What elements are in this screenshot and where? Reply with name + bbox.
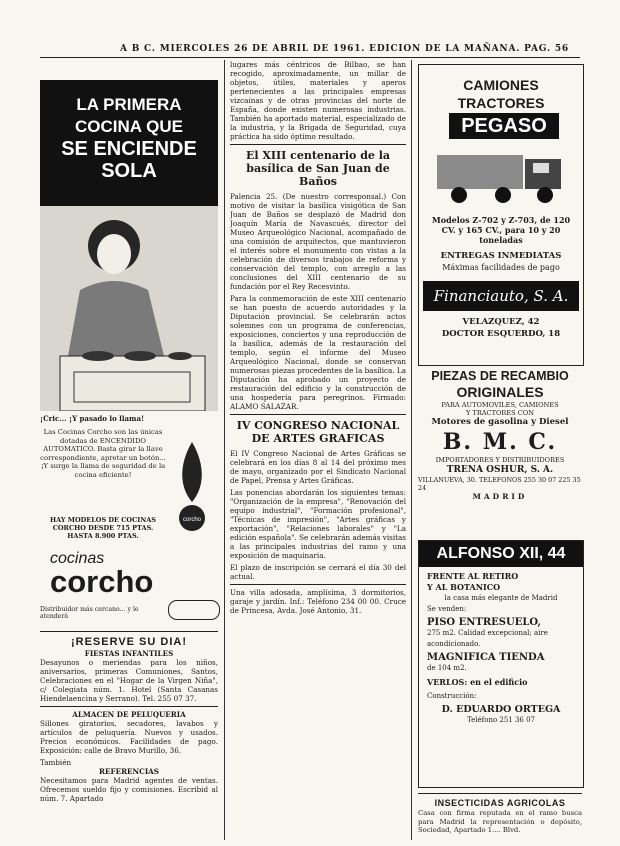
alfonso-p1d: 275 m2. Calidad excepcional; aire acondicionado.: [427, 629, 548, 648]
alfonso-ad: [418, 540, 584, 788]
pegaso-finance: Financiauto, S. A.: [423, 281, 579, 311]
corcho-caption: ¡Cric... ¡Y pasado lo llama!: [40, 414, 145, 423]
bmc-phone1: 255 30 07: [523, 476, 557, 484]
alfonso-l2: Y AL BOTANICO: [427, 582, 501, 592]
article2-body-2: Las ponencias abordarán los siguientes temas: "Organización de la empresa", "Renovación del equipo industrial", "Formación profesional", "Técnicas de impresión", "Artes gráficas y exportación", "Relaciones laborales" y "La edición española". Se celebrarán además visitas a las principales industrias del ramo y una exposición de maquinaria.: [230, 488, 406, 560]
bmc-t1: PIEZAS DE RECAMBIO: [431, 369, 569, 383]
alfonso-p1: PISO ENTRESUELO,: [427, 617, 541, 628]
pegaso-t2: TRACTORES: [457, 95, 545, 111]
rule-1: [40, 631, 218, 632]
flame-logo: [166, 436, 218, 536]
pegaso-addr1: VELAZQUEZ, 42: [462, 317, 540, 327]
bmc-address-line: [418, 476, 582, 492]
alfonso-l3: la casa más elegante de Madrid: [444, 594, 558, 602]
block3-body: Necesitamos para Madrid agentes de ventas. Ofrecemos sueldo fijo y comisiones. Escribid al núm. 7. Apartado: [40, 776, 218, 803]
alfonso-title: ALFONSO XII, 44: [419, 541, 583, 567]
svg-text:corcho: corcho: [182, 517, 202, 523]
bmc-city: MADRID: [472, 492, 528, 501]
alfonso-l4: Se venden:: [427, 605, 467, 613]
bmc-sub1: PARA AUTOMOVILES, CAMIONES: [441, 401, 559, 409]
corcho-ad: [40, 66, 218, 626]
insecticidas-body: Casa con firma reputada en el ramo busca para Madrid la representación o depósito, Sociedad, Apartado 1.... Blvd.: [418, 809, 582, 834]
column-rule-right: [411, 60, 412, 840]
bmc-sub3: Motores de gasolina y Diesel: [431, 417, 569, 427]
reserve-body: Desayunos o meriendas para los niños, aniversarios, primeras Comuniones, Santos, Celebraciones en el "Hogar de la Virgen Niña", c/ Colegiata núm. 1. Hotel (Santa Casanas Hiendelaencina y Serrano). Tel. 255 07 37.: [40, 658, 218, 703]
truck-illustration: [433, 145, 573, 207]
article1-title: El XIII centenario de la basílica de San Juan de Baños: [245, 149, 391, 188]
article2-body: El IV Congreso Nacional de Artes Gráficas se celebrará en los días 8 al 14 del próximo mes de mayo, organizado por el Sindicato Nacional de Papel, Prensa y Artes Gráficas.: [230, 449, 406, 485]
corcho-footer: Distribuidor más cercano... y le atenderá: [40, 606, 139, 620]
block2-extra: También: [40, 758, 72, 767]
pegaso-delivery: ENTREGAS INMEDIATAS: [440, 251, 562, 261]
bmc-company: TRENA OSHUR, S. A.: [446, 465, 554, 475]
corcho-body: Las Cocinas Corcho son las únicas dotadas de ENCENDIDO AUTOMATICO. Basta girar la llave correspondiente, apretar un botón... ¡Y surge la llama de seguridad de la cocina eficiente!: [40, 428, 166, 479]
alfonso-p6: Teléfono 251 36 07: [466, 716, 536, 724]
reserve-subtitle: FIESTAS INFANTILES: [84, 649, 174, 658]
bmc-phone2: 225 35 24: [418, 476, 581, 492]
middle-column: [230, 60, 406, 840]
alfonso-p2: MAGNIFICA TIENDA: [427, 652, 545, 663]
bmc-ad: [418, 368, 582, 536]
article2-body-3: El plazo de inscripción se cerrará el día 30 del actual.: [230, 563, 406, 581]
pegaso-facilities: Máximas facilidades de pago: [442, 263, 560, 272]
pegaso-ad: [418, 64, 584, 366]
insecticidas-title: INSECTICIDAS AGRICOLAS: [434, 798, 566, 808]
pegaso-brand: PEGASO: [449, 113, 559, 139]
rule-4: [230, 414, 406, 415]
article1-body: Palencia 25. (De nuestro corresponsal.) Con motivo de visitar la basílica visigótica de San Juan de Baños se desplazó de Madrid don Joaquín María de Navascués, director del Museo Arqueológico Nacional, acompañado de una comisión de arquitectos, que mantuvieron el interés sobre el monumento con vistas a la celebración de diversos trabajos de reforma y conservación del templo, con arreglo a las conclusiones del XIII centenario de su fundación por el Rey Recesvinto.: [230, 192, 406, 291]
corcho-headline-2: COCINA QUE: [75, 117, 183, 136]
corcho-brand-small: cocinas: [50, 550, 105, 567]
corcho-brand: corcho: [50, 564, 154, 599]
alfonso-p2d: de 104 m2.: [427, 664, 467, 672]
block2-title: ALMACEN DE PELUQUERIA: [72, 710, 186, 719]
page-header: A B C. MIERCOLES 26 DE ABRIL DE 1961. EDICION DE LA MAÑANA. PAG. 56: [120, 44, 569, 54]
article1-body-2: Para la conmemoración de este XIII centenario se han puesto de acuerdo autoridades y la Diputación provincial. Se celebrarán actos solemnes con un programa de conferencias, exposiciones, conciertos y una reproducción de la basílica, además de la restauración del templo, según el informe del Museo Arqueológico Nacional, donde se conservan numerosas piezas procedentes de la basílica. La Diputación ha aprobado un proyecto de restauración del edificio y la construcción de una hospedería para peregrinos. Firmado: ALAMO SALAZAR.: [230, 294, 406, 411]
alfonso-l1: FRENTE AL RETIRO: [427, 571, 519, 581]
article2-title: IV CONGRESO NACIONAL DE ARTES GRAFICAS: [236, 419, 400, 445]
corcho-headline-3: SE ENCIENDE SOLA: [61, 138, 197, 182]
header-rule: [40, 57, 580, 58]
pegaso-addr2: DOCTOR ESQUERDO, 18: [441, 329, 561, 339]
left-classifieds: [40, 628, 218, 838]
bmc-sub2: Y TRACTORES CON: [465, 409, 535, 417]
intro-text: lugares más céntricos de Bilbao, se han recogido, aproximadamente, un millar de objetos, útiles, materiales y aperos pertenecientes a las principales empresas vizcaínas y de otras provincias del norte de España, donde existen numerosas industrias. También ha aportado material, especializado de la industria, y la Brigada de Seguridad, cuya práctica ha sido óptimo resultado.: [230, 60, 406, 141]
reserve-title: ¡RESERVE SU DIA!: [70, 636, 188, 648]
rule-5: [230, 584, 406, 585]
block3-title: REFERENCIAS: [99, 767, 159, 776]
corcho-headline-box: [40, 80, 218, 206]
pegaso-t1: CAMIONES: [463, 77, 539, 93]
bmc-brand: B. M. C.: [442, 429, 558, 455]
rule-3: [230, 144, 406, 145]
middle-footer: Una villa adosada, amplísima, 3 dormitorios, garaje y jardín. Inf.: Teléfono 234 00 00. Cruce de Princesa, Avda. José Antonio, 31.: [230, 588, 406, 615]
rule-6: [418, 793, 582, 794]
rule-2: [40, 706, 218, 707]
corcho-stamp: [168, 600, 220, 620]
alfonso-p3: VERLOS: en el edificio: [427, 677, 528, 687]
block2-body: Sillones giratorios, secadores, lavabos y artículos de peluquería. Nuevos y usados. Precios económicos. Facilidades de pago. Exposición: calle de Bravo Murillo, 36.: [40, 719, 218, 755]
bmc-t2: ORIGINALES: [456, 384, 544, 400]
woman-stove-illustration: [40, 206, 218, 411]
bmc-importers: IMPORTADORES Y DISTRIBUIDORES: [435, 456, 565, 464]
corcho-models: HAY MODELOS DE COCINAS CORCHO DESDE 715 PTAS. HASTA 8.900 PTAS.: [50, 516, 156, 540]
pegaso-models: Modelos Z-702 y Z-703, de 120 CV. y 165 CV., para 10 y 20 toneladas: [431, 215, 571, 245]
column-rule-left: [224, 60, 225, 840]
insecticidas-ad: [418, 790, 582, 840]
bmc-address: VILLANUEVA, 30. TELEFONOS: [418, 476, 522, 484]
alfonso-p4: Construcción:: [427, 692, 477, 700]
corcho-headline-1: LA PRIMERA: [76, 95, 182, 114]
alfonso-p5: D. EDUARDO ORTEGA: [441, 704, 561, 715]
